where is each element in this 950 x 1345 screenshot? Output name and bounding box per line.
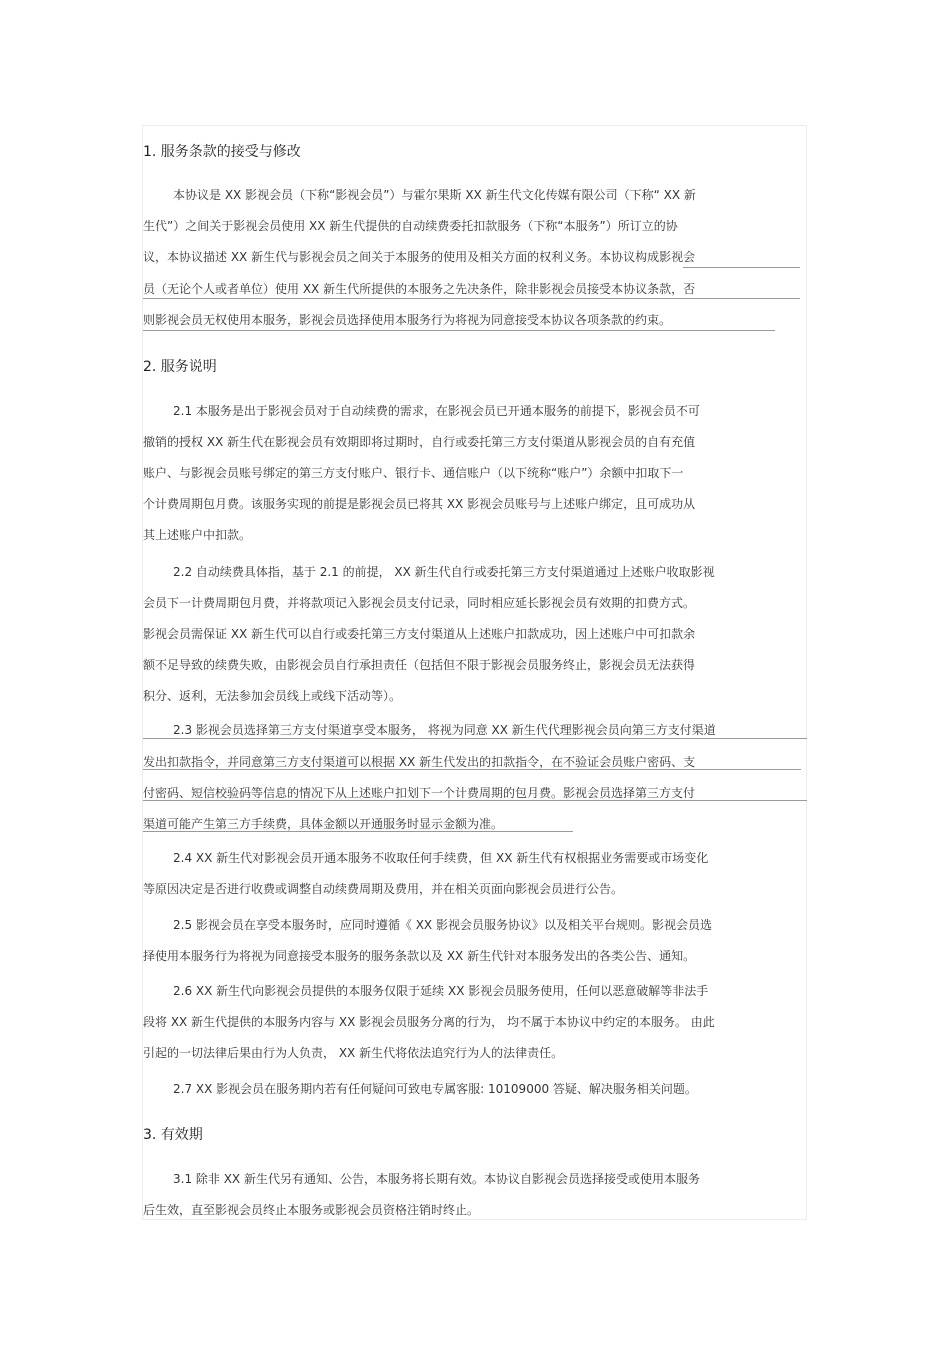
paragraph-line: 段将 XX 新生代提供的本服务内容与 XX 影视会员服务分离的行为， 均不属于本协议中约定的本服务。 由此 [143,1015,715,1029]
paragraph-line: 生代”）之间关于影视会员使用 XX 新生代提供的自动续费委托扣款服务（下称“本服务”）所订立的协 [143,219,678,233]
paragraph-line: 择使用本服务行为将视为同意接受本服务的服务条款以及 XX 新生代针对本服务发出的各类公告、通知。 [143,949,696,963]
paragraph-line: 2.5 影视会员在享受本服务时，应同时遵循《 XX 影视会员服务协议》以及相关平台规则。影视会员选 [173,918,712,932]
paragraph-line: 2.4 XX 新生代对影视会员开通本服务不收取任何手续费，但 XX 新生代有权根据业务需要或市场变化 [173,851,709,865]
section-2-heading: 2. 服务说明 [143,359,217,375]
paragraph-line: 后生效，直至影视会员终止本服务或影视会员资格注销时终止。 [143,1203,480,1217]
underline-rule [143,298,800,299]
paragraph-line: 等原因决定是否进行收费或调整自动续费周期及费用，并在相关页面向影视会员进行公告。 [143,882,624,896]
paragraph-line: 个计费周期包月费。该服务实现的前提是影视会员已将其 XX 影视会员账号与上述账户绑定，且可成功从 [143,497,696,511]
section-3-heading: 3. 有效期 [143,1127,203,1143]
paragraph-line: 发出扣款指令，并同意第三方支付渠道可以根据 XX 新生代发出的扣款指令，在不验证会员账户密码、支 [143,755,696,769]
paragraph-line: 则影视会员无权使用本服务，影视会员选择使用本服务行为将视为同意接受本协议各项条款的约束。 [143,313,672,327]
paragraph-line: 2.7 XX 影视会员在服务期内若有任何疑问可致电专属客服: 10109000 答疑、解决服务相关问题。 [173,1082,697,1096]
paragraph-line: 议，本协议描述 XX 新生代与影视会员之间关于本服务的使用及相关方面的权利义务。本协议构成影视会 [143,250,696,264]
paragraph-line: 付密码、短信校验码等信息的情况下从上述账户扣划下一个计费周期的包月费。影视会员选择第三方支付 [143,786,696,800]
paragraph-line: 2.1 本服务是出于影视会员对于自动续费的需求，在影视会员已开通本服务的前提下，影视会员不可 [173,404,700,418]
paragraph-line: 2.2 自动续费具体指，基于 2.1 的前提， XX 新生代自行或委托第三方支付渠道通过上述账户收取影视 [173,565,715,579]
paragraph-line: 员（无论个人或者单位）使用 XX 新生代所提供的本服务之先决条件，除非影视会员接受本协议条款，否 [143,282,696,296]
paragraph-line: 引起的一切法律后果由行为人负责， XX 新生代将依法追究行为人的法律责任。 [143,1046,564,1060]
paragraph-line: 2.3 影视会员选择第三方支付渠道享受本服务， 将视为同意 XX 新生代代理影视会员向第三方支付渠道 [173,723,716,737]
paragraph-line: 本协议是 XX 影视会员（下称“影视会员”）与霍尔果斯 XX 新生代文化传媒有限公司（下称“ XX 新 [173,188,696,202]
paragraph-line: 2.6 XX 新生代向影视会员提供的本服务仅限于延续 XX 影视会员服务使用，任何以恶意破解等非法手 [173,984,709,998]
underline-rule [683,267,800,268]
paragraph-line: 积分、返利，无法参加会员线上或线下活动等）。 [143,689,402,703]
paragraph-line: 渠道可能产生第三方手续费，具体金额以开通服务时显示金额为准。 [143,817,504,831]
underline-rule [143,330,775,331]
paragraph-line: 影视会员需保证 XX 新生代可以自行或委托第三方支付渠道从上述账户扣款成功，因上述账户中可扣款余 [143,627,696,641]
paragraph-line: 额不足导致的续费失败，由影视会员自行承担责任（包括但不限于影视会员服务终止，影视会员无法获得 [143,658,696,672]
paragraph-line: 会员下一计费周期包月费，并将款项记入影视会员支付记录，同时相应延长影视会员有效期的扣费方式。 [143,596,696,610]
paragraph-line: 账户、与影视会员账号绑定的第三方支付账户、银行卡、通信账户（以下统称“账户”）余额中扣取下一 [143,466,684,480]
underline-rule [143,800,807,801]
underline-rule [143,769,801,770]
paragraph-line: 撤销的授权 XX 新生代在影视会员有效期即将过期时，自行或委托第三方支付渠道从影视会员的自有充值 [143,435,696,449]
underline-rule [143,738,807,739]
paragraph-line: 3.1 除非 XX 新生代另有通知、公告，本服务将长期有效。本协议自影视会员选择接受或使用本服务 [173,1172,700,1186]
paragraph-line: 其上述账户中扣款。 [143,528,252,542]
underline-rule [143,831,573,832]
section-1-heading: 1. 服务条款的接受与修改 [143,144,301,160]
